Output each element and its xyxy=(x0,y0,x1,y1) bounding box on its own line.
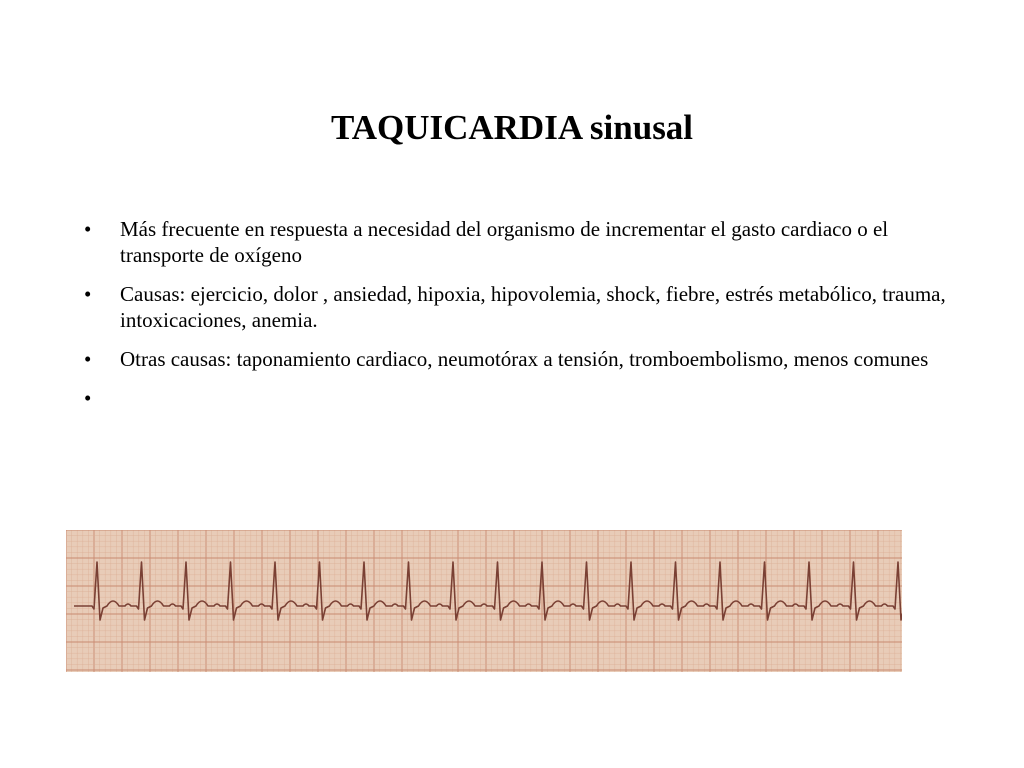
bullet-item-2 xyxy=(80,281,960,333)
bullet-item-3 xyxy=(80,346,960,372)
bullet-text: Causas: ejercicio, dolor , ansiedad, hipoxia, hipovolemia, shock, fiebre, estrés metabólico, trauma, intoxicaciones, anemia. xyxy=(120,282,946,332)
ecg-trace xyxy=(74,562,902,620)
bullet-item-1 xyxy=(80,216,960,268)
bullet-marker: • xyxy=(84,217,92,241)
ecg-grid xyxy=(66,530,902,672)
bullet-item-4 xyxy=(80,385,960,411)
bullet-marker: • xyxy=(84,347,92,371)
bullet-text: Otras causas: taponamiento cardiaco, neumotórax a tensión, tromboembolismo, menos comunes xyxy=(120,347,929,371)
slide-title: TAQUICARDIA sinusal xyxy=(330,108,694,147)
bullet-marker: • xyxy=(84,282,92,306)
ecg-trace-drawing xyxy=(66,530,902,672)
ecg-strip-image xyxy=(66,530,902,672)
bullet-list xyxy=(80,216,960,424)
bullet-marker: • xyxy=(84,386,92,410)
bullet-text: Más frecuente en respuesta a necesidad del organismo de incrementar el gasto cardiaco o el transporte de oxígeno xyxy=(120,217,889,267)
